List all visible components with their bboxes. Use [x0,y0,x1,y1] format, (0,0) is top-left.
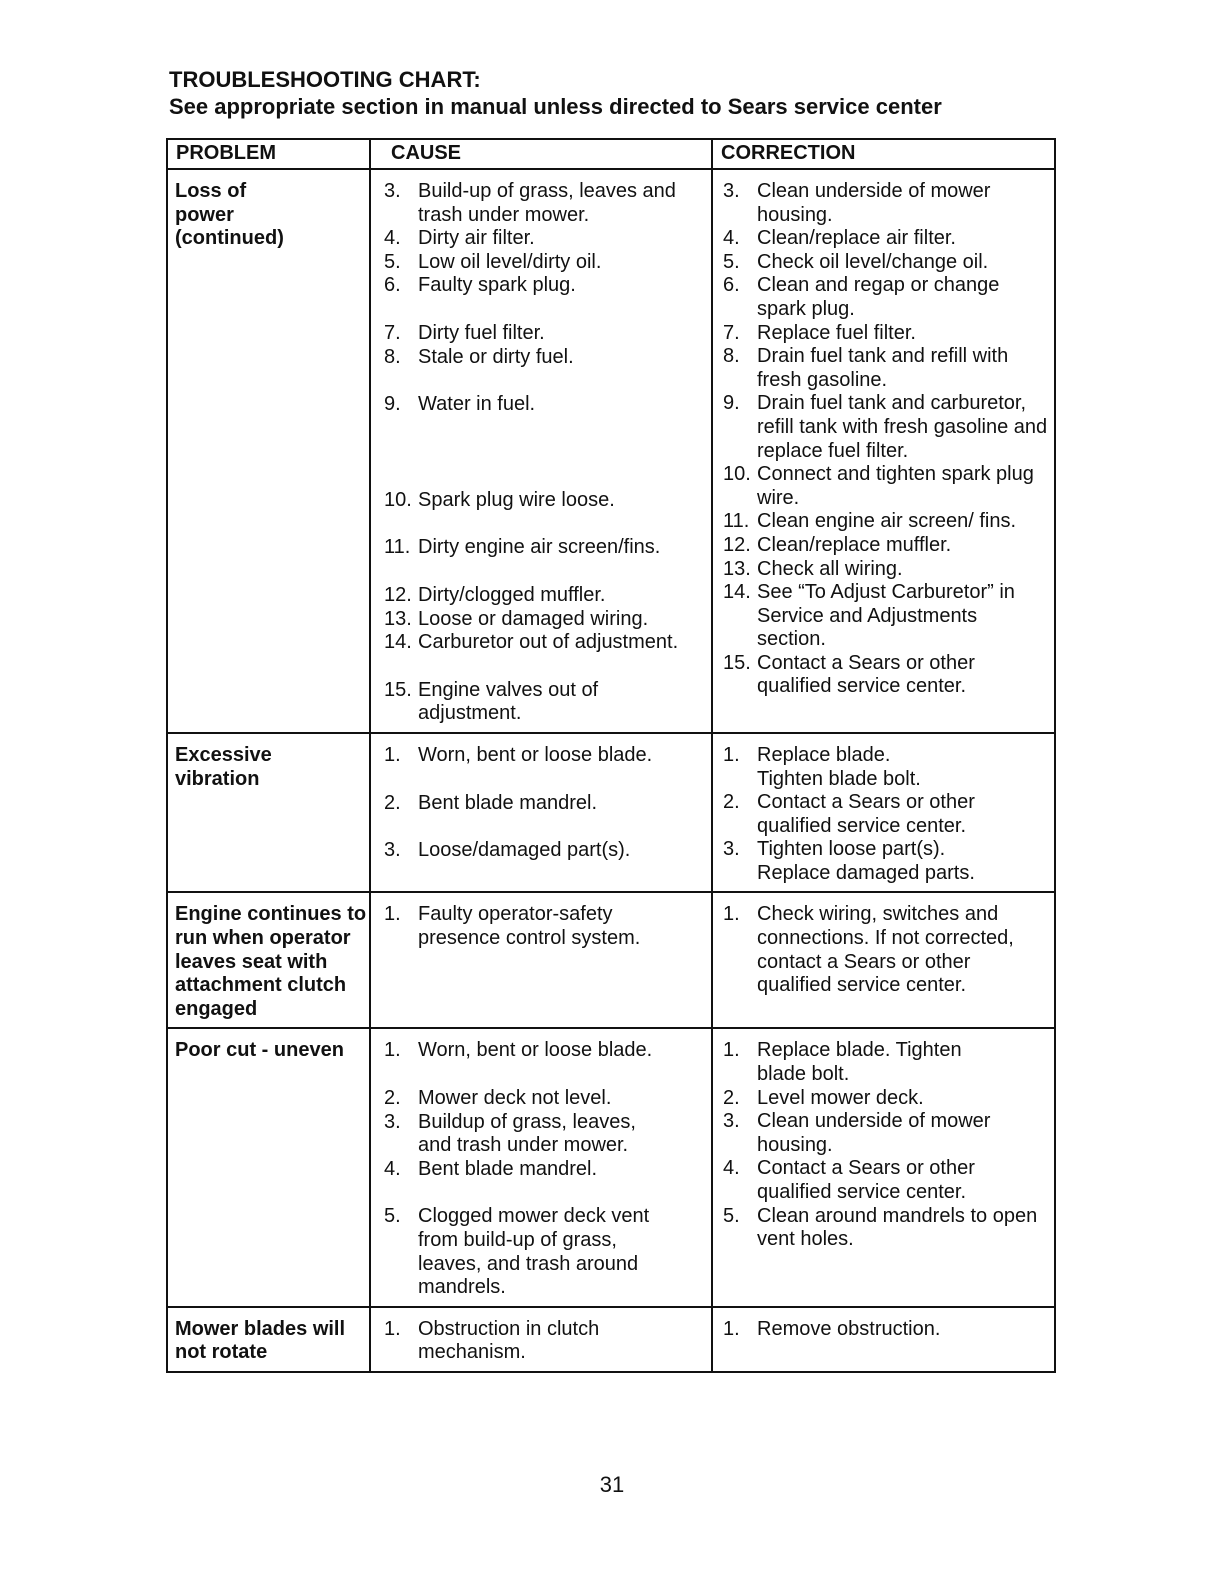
list-item: 1. Worn, bent or loose blade. [384,1039,653,1062]
list-item: 3. Buildup of grass, leaves, and trash under mower. [384,1110,636,1157]
list-item: 11. Dirty engine air screen/fins. [384,536,661,559]
table-row [167,1307,1055,1372]
problem-cell: Poor cut - uneven [167,1028,370,1306]
header [169,66,1069,120]
correction-cell [712,1307,1055,1372]
page-number: 31 [599,1472,625,1497]
list-item: 15. Engine valves out of adjustment. [384,678,599,725]
troubleshooting-table [166,138,1056,1373]
list-item: 4. Clean/replace air filter. [723,227,956,250]
list-item: 3. Loose/damaged part(s). [384,839,631,862]
list-item: 14. Carburetor out of adjustment. [384,631,679,654]
column-header-correction: CORRECTION [712,139,1055,169]
list-item: 1. Check wiring, switches and connections. If not corrected, contact a Sears or other qualified service center. [723,903,1014,997]
list-item: 7. Dirty fuel filter. [384,321,545,344]
list-item: 3. Tighten loose part(s). Replace damaged parts. [723,838,975,884]
list-item: 13. Loose or damaged wiring. [384,607,649,630]
list-item: 2. Mower deck not level. [384,1087,612,1110]
table-row [167,169,1055,733]
list-item: 5. Clogged mower deck vent from build-up of grass, leaves, and trash around mandrels. [384,1205,650,1299]
list-item: 12. Clean/replace muffler. [723,533,952,556]
problem-cell: Loss of power (continued) [167,169,370,733]
column-header-problem: PROBLEM [167,139,370,169]
correction-cell [712,892,1055,1028]
list-item: 1. Replace blade. Tighten blade bolt. [723,1039,962,1086]
page-title: TROUBLESHOOTING CHART: [169,67,481,92]
list-item: 2. Bent blade mandrel. [384,791,598,814]
list-item: 6. Faulty spark plug. [384,274,576,297]
list-item: 9. Drain fuel tank and carburetor, refill tank with fresh gasoline and replace fuel filter. [723,392,1048,462]
problem-cell: Excessive vibration [167,733,370,893]
list-item: 1. Faulty operator-safety presence control system. [384,903,641,950]
page-subtitle: See appropriate section in manual unless directed to Sears service center [169,94,942,119]
list-item: 2. Contact a Sears or other qualified service center. [723,791,975,837]
correction-cell [712,169,1055,733]
cause-cell [370,169,712,733]
list-item: 7. Replace fuel filter. [723,321,916,344]
column-header-cause: CAUSE [370,139,712,169]
list-item: 15. Contact a Sears or other qualified service center. [723,651,975,698]
list-item: 5. Low oil level/dirty oil. [384,250,602,273]
list-item: 14. See “To Adjust Carburetor” in Service and Adjustments section. [723,581,1015,651]
table-row [167,892,1055,1028]
cause-cell [370,733,712,893]
list-item: 13. Check all wiring. [723,557,903,580]
list-item: 1. Remove obstruction. [723,1317,941,1340]
correction-cell [712,733,1055,893]
list-item: 10. Spark plug wire loose. [384,488,615,511]
problem-cell: Mower blades will not rotate [167,1307,370,1372]
list-item: 11. Clean engine air screen/ fins. [723,510,1017,533]
correction-cell [712,1028,1055,1306]
list-item: 3. Clean underside of mower housing. [723,180,991,226]
table-header-row [167,139,1055,169]
list-item: 1. Obstruction in clutch mechanism. [384,1317,600,1364]
table-row [167,1028,1055,1306]
list-item: 8. Stale or dirty fuel. [384,345,574,368]
list-item: 4. Dirty air filter. [384,227,535,250]
list-item: 5. Clean around mandrels to open vent holes. [723,1204,1038,1251]
list-item: 12. Dirty/clogged muffler. [384,583,606,606]
list-item: 8. Drain fuel tank and refill with fresh gasoline. [723,345,1009,391]
list-item: 6. Clean and regap or change spark plug. [723,274,1000,320]
cause-cell [370,1307,712,1372]
table-row [167,733,1055,893]
list-item: 1. Worn, bent or loose blade. [384,743,653,766]
cause-cell [370,1028,712,1306]
list-item: 4. Contact a Sears or other qualified service center. [723,1157,975,1203]
list-item: 3. Build-up of grass, leaves and trash under mower. [384,180,676,226]
list-item: 5. Check oil level/change oil. [723,250,989,273]
list-item: 4. Bent blade mandrel. [384,1157,598,1180]
problem-cell: Engine continues to run when operator leaves seat with attachment clutch engaged [167,892,370,1028]
list-item: 3. Clean underside of mower housing. [723,1110,991,1156]
list-item: 2. Level mower deck. [723,1086,924,1109]
list-item: 10. Connect and tighten spark plug wire. [723,463,1034,509]
list-item: 9. Water in fuel. [384,393,536,416]
list-item: 1. Replace blade. Tighten blade bolt. [723,743,921,790]
cause-cell [370,892,712,1028]
